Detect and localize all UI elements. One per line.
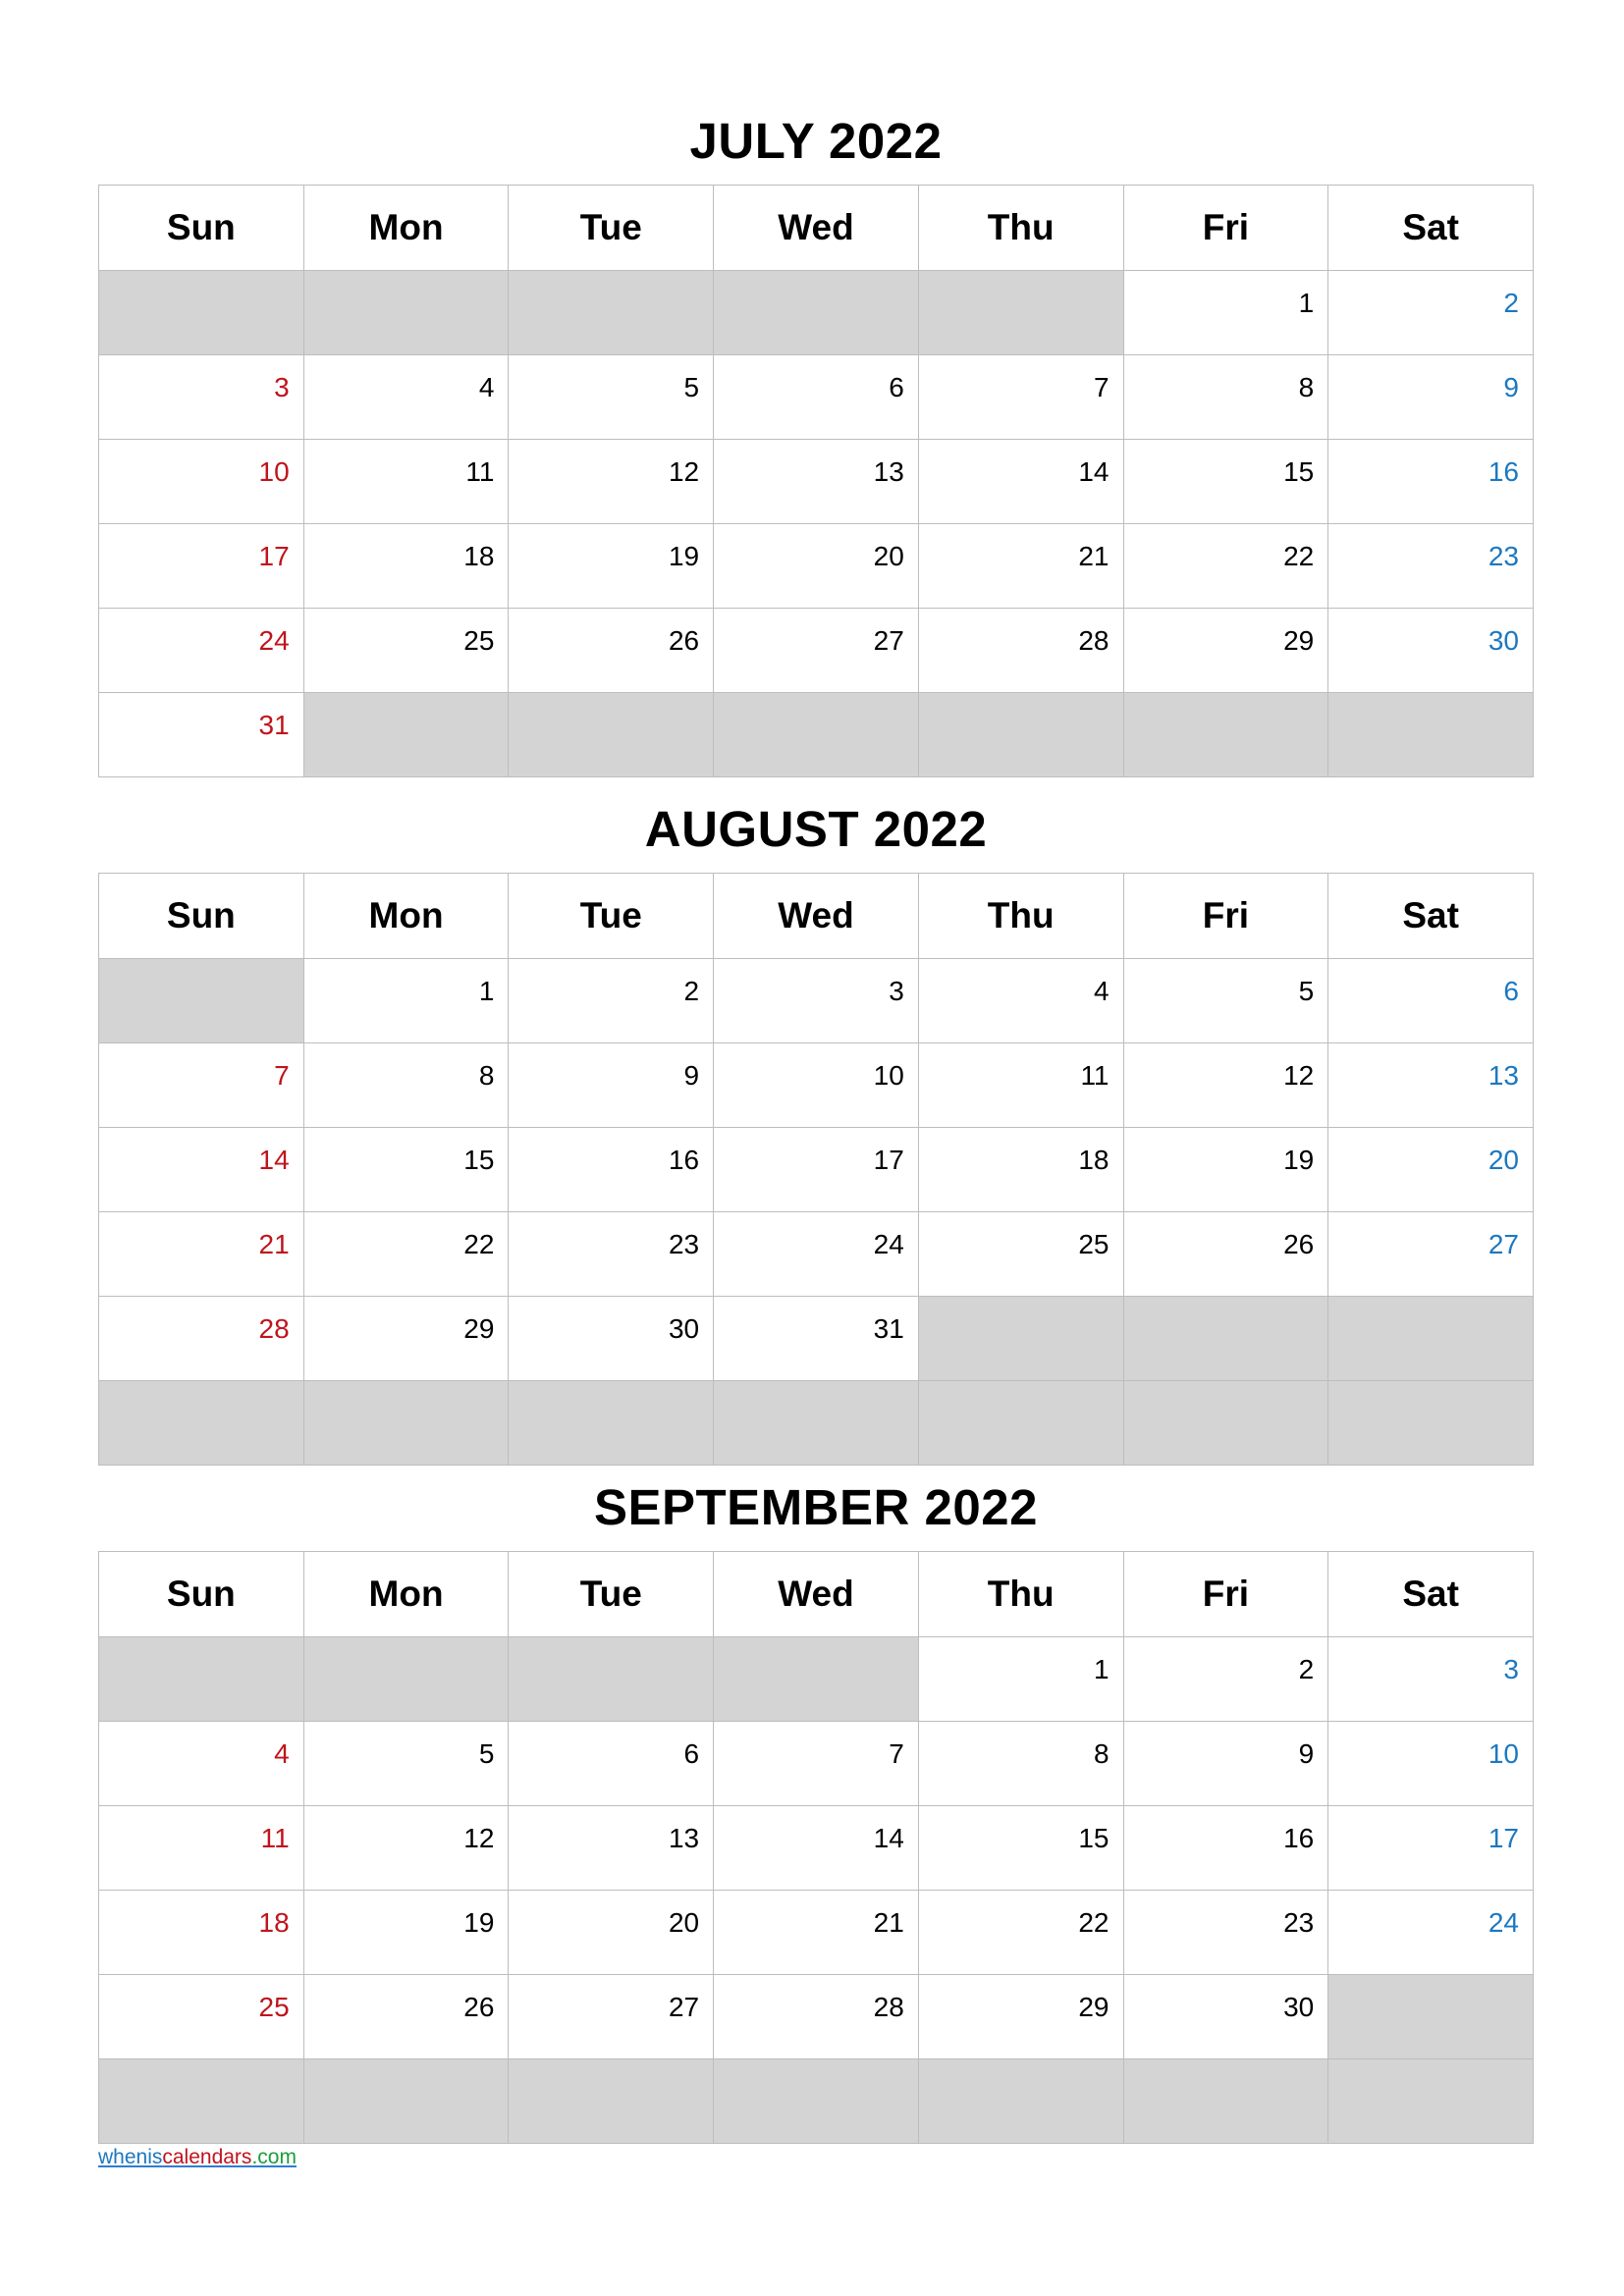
empty-day-cell [99,959,304,1043]
empty-day-cell [1123,2059,1328,2144]
day-cell: 10 [714,1043,919,1128]
day-cell: 28 [714,1975,919,2059]
day-cell: 13 [509,1806,714,1891]
empty-day-cell [714,1637,919,1722]
week-row [99,1891,1534,1975]
day-cell: 21 [714,1891,919,1975]
week-row [99,1637,1534,1722]
day-cell: 25 [918,1212,1123,1297]
empty-day-cell [509,2059,714,2144]
empty-day-cell [1328,1381,1534,1466]
empty-day-cell [99,1637,304,1722]
day-cell: 18 [99,1891,304,1975]
weekday-header-row [99,874,1534,959]
day-cell: 12 [509,440,714,524]
week-row [99,1128,1534,1212]
week-row [99,1381,1534,1466]
week-row [99,524,1534,609]
day-cell: 8 [918,1722,1123,1806]
day-cell: 8 [303,1043,509,1128]
day-cell: 12 [1123,1043,1328,1128]
empty-day-cell [99,2059,304,2144]
site-link-part: calendars [162,2146,252,2168]
empty-day-cell [99,271,304,355]
day-cell: 1 [918,1637,1123,1722]
weekday-header-wed: Wed [714,186,919,271]
day-cell: 16 [1328,440,1534,524]
day-cell: 24 [99,609,304,693]
day-cell: 25 [99,1975,304,2059]
day-cell: 27 [509,1975,714,2059]
site-link-part: .com [251,2146,297,2168]
day-cell: 3 [1328,1637,1534,1722]
empty-day-cell [918,271,1123,355]
empty-day-cell [1328,693,1534,777]
calendar-grid [98,185,1534,777]
day-cell: 3 [99,355,304,440]
day-cell: 11 [303,440,509,524]
day-cell: 29 [303,1297,509,1381]
day-cell: 14 [99,1128,304,1212]
empty-day-cell [1328,1975,1534,2059]
weekday-header-sat: Sat [1328,1552,1534,1637]
week-row [99,693,1534,777]
weekday-header-tue: Tue [509,874,714,959]
day-cell: 12 [303,1806,509,1891]
day-cell: 7 [99,1043,304,1128]
day-cell: 29 [1123,609,1328,693]
weekday-header-fri: Fri [1123,874,1328,959]
day-cell: 24 [714,1212,919,1297]
day-cell: 30 [509,1297,714,1381]
weekday-header-tue: Tue [509,186,714,271]
week-row [99,959,1534,1043]
day-cell: 2 [1328,271,1534,355]
month-september-2022 [98,1465,1534,2144]
day-cell: 18 [918,1128,1123,1212]
day-cell: 27 [1328,1212,1534,1297]
day-cell: 3 [714,959,919,1043]
weekday-header-thu: Thu [918,1552,1123,1637]
day-cell: 10 [99,440,304,524]
day-cell: 2 [509,959,714,1043]
calendar-grid [98,1551,1534,2144]
day-cell: 19 [1123,1128,1328,1212]
day-cell: 19 [509,524,714,609]
week-row [99,2059,1534,2144]
day-cell: 20 [1328,1128,1534,1212]
day-cell: 22 [918,1891,1123,1975]
day-cell: 17 [714,1128,919,1212]
weekday-header-fri: Fri [1123,1552,1328,1637]
day-cell: 15 [918,1806,1123,1891]
day-cell: 16 [1123,1806,1328,1891]
day-cell: 10 [1328,1722,1534,1806]
day-cell: 4 [303,355,509,440]
day-cell: 20 [509,1891,714,1975]
empty-day-cell [303,693,509,777]
day-cell: 21 [918,524,1123,609]
day-cell: 30 [1123,1975,1328,2059]
day-cell: 30 [1328,609,1534,693]
empty-day-cell [1123,1381,1328,1466]
calendar-grid [98,873,1534,1466]
day-cell: 13 [1328,1043,1534,1128]
weekday-header-thu: Thu [918,874,1123,959]
day-cell: 31 [714,1297,919,1381]
empty-day-cell [714,2059,919,2144]
empty-day-cell [714,271,919,355]
day-cell: 7 [918,355,1123,440]
empty-day-cell [1328,2059,1534,2144]
day-cell: 5 [1123,959,1328,1043]
day-cell: 28 [99,1297,304,1381]
empty-day-cell [918,1297,1123,1381]
weekday-header-mon: Mon [303,186,509,271]
weekday-header-wed: Wed [714,874,919,959]
empty-day-cell [303,1381,509,1466]
week-row [99,440,1534,524]
day-cell: 14 [918,440,1123,524]
day-cell: 15 [303,1128,509,1212]
day-cell: 1 [303,959,509,1043]
day-cell: 17 [1328,1806,1534,1891]
empty-day-cell [303,2059,509,2144]
empty-day-cell [509,1381,714,1466]
weekday-header-thu: Thu [918,186,1123,271]
day-cell: 20 [714,524,919,609]
empty-day-cell [918,693,1123,777]
weekday-header-sun: Sun [99,186,304,271]
month-title: AUGUST 2022 [644,801,988,857]
day-cell: 25 [303,609,509,693]
day-cell: 15 [1123,440,1328,524]
week-row [99,271,1534,355]
day-cell: 6 [714,355,919,440]
month-title: JULY 2022 [689,113,943,169]
weekday-header-row [99,1552,1534,1637]
weekday-header-sun: Sun [99,1552,304,1637]
empty-day-cell [509,1637,714,1722]
day-cell: 28 [918,609,1123,693]
day-cell: 5 [303,1722,509,1806]
week-row [99,609,1534,693]
day-cell: 9 [1123,1722,1328,1806]
day-cell: 29 [918,1975,1123,2059]
day-cell: 11 [99,1806,304,1891]
month-august-2022 [98,786,1534,1466]
empty-day-cell [1328,1297,1534,1381]
empty-day-cell [714,693,919,777]
day-cell: 5 [509,355,714,440]
weekday-header-mon: Mon [303,1552,509,1637]
day-cell: 27 [714,609,919,693]
empty-day-cell [303,1637,509,1722]
weekday-header-sun: Sun [99,874,304,959]
day-cell: 24 [1328,1891,1534,1975]
week-row [99,355,1534,440]
site-link[interactable] [98,2146,297,2169]
week-row [99,1806,1534,1891]
empty-day-cell [303,271,509,355]
empty-day-cell [509,693,714,777]
week-row [99,1975,1534,2059]
weekday-header-sat: Sat [1328,874,1534,959]
day-cell: 8 [1123,355,1328,440]
day-cell: 26 [1123,1212,1328,1297]
day-cell: 18 [303,524,509,609]
week-row [99,1297,1534,1381]
day-cell: 6 [509,1722,714,1806]
day-cell: 4 [918,959,1123,1043]
site-link-part: whenis [98,2146,163,2168]
day-cell: 2 [1123,1637,1328,1722]
day-cell: 17 [99,524,304,609]
day-cell: 6 [1328,959,1534,1043]
day-cell: 1 [1123,271,1328,355]
weekday-header-sat: Sat [1328,186,1534,271]
day-cell: 23 [509,1212,714,1297]
day-cell: 22 [303,1212,509,1297]
day-cell: 9 [509,1043,714,1128]
day-cell: 23 [1328,524,1534,609]
weekday-header-row [99,186,1534,271]
day-cell: 4 [99,1722,304,1806]
empty-day-cell [509,271,714,355]
month-july-2022 [98,98,1534,777]
week-row [99,1212,1534,1297]
weekday-header-fri: Fri [1123,186,1328,271]
month-title: SEPTEMBER 2022 [593,1479,1038,1535]
day-cell: 19 [303,1891,509,1975]
empty-day-cell [918,2059,1123,2144]
day-cell: 26 [509,609,714,693]
empty-day-cell [714,1381,919,1466]
day-cell: 16 [509,1128,714,1212]
day-cell: 22 [1123,524,1328,609]
weekday-header-wed: Wed [714,1552,919,1637]
day-cell: 21 [99,1212,304,1297]
weekday-header-mon: Mon [303,874,509,959]
empty-day-cell [99,1381,304,1466]
day-cell: 23 [1123,1891,1328,1975]
empty-day-cell [1123,1297,1328,1381]
empty-day-cell [918,1381,1123,1466]
day-cell: 9 [1328,355,1534,440]
day-cell: 7 [714,1722,919,1806]
week-row [99,1043,1534,1128]
day-cell: 13 [714,440,919,524]
day-cell: 26 [303,1975,509,2059]
weekday-header-tue: Tue [509,1552,714,1637]
day-cell: 14 [714,1806,919,1891]
empty-day-cell [1123,693,1328,777]
week-row [99,1722,1534,1806]
day-cell: 11 [918,1043,1123,1128]
day-cell: 31 [99,693,304,777]
